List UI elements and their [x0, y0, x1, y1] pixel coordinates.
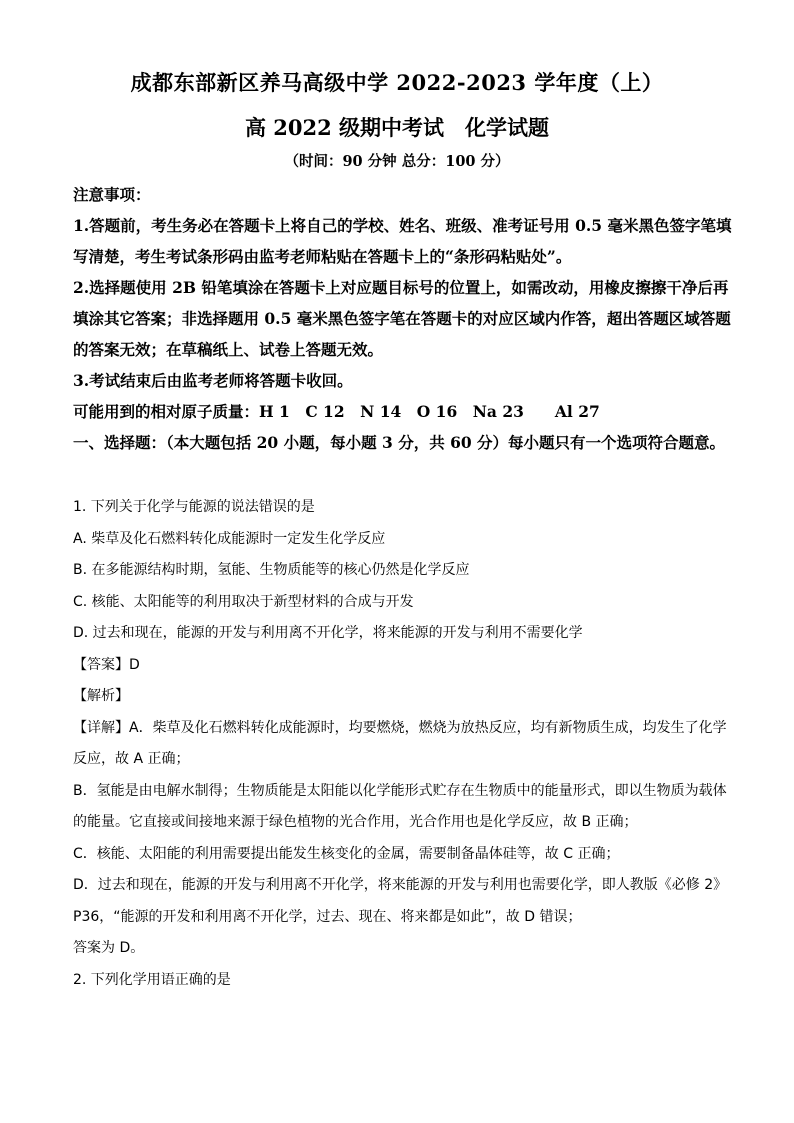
question-1-option-a: A. 柴草及化石燃料转化成能源时一定发生化学反应 — [73, 530, 386, 547]
question-1-analysis-tag: 【解析】 — [73, 688, 129, 704]
analysis-paragraph-a: 【详解】A．柴草及化石燃料转化成能源时，均要燃烧，燃烧为放热反应，均有新物质生成，均发生了化学反应，故 A 正确； — [73, 719, 727, 767]
exam-title-school: 成都东部新区养马高级中学 2022-2023 学年度（上） — [130, 70, 664, 95]
question-1-option-b: B. 在多能源结构时期，氢能、生物质能等的核心仍然是化学反应 — [73, 562, 470, 578]
analysis-paragraph-b: B．氢能是由电解水制得；生物质能是太阳能以化学能形式贮存在生物质中的能量形式，即以生物质为载体的能量。它直接或间接地来源于绿色植物的光合作用，光合作用也是化学反应，故 B 正确； — [73, 782, 727, 830]
question-content — [73, 492, 733, 996]
section-heading: 一、选择题：（本大题包括 20 小题，每小题 3 分，共 60 分）每小题只有一个选项符合题意。 — [73, 433, 726, 452]
exam-notes — [73, 179, 733, 458]
notes-item-2: 2.选择题使用 2B 铅笔填涂在答题卡上对应题目标号的位置上，如需改动，用橡皮擦擦干净后再填涂其它答案；非选择题用 0.5 毫米黑色签字笔在答题卡的对应区域内作答，超出答题区域答题的答案无效；在草稿纸上、试卷上答题无效。 — [73, 278, 731, 359]
question-2-stem: 2. 下列化学用语正确的是 — [73, 971, 231, 988]
notes-heading: 注意事项： — [73, 185, 151, 204]
atomic-masses: 可能用到的相对原子质量：H 1 C 12 N 14 O 16 Na 23 Al 27 — [73, 402, 600, 421]
question-1-analysis — [73, 713, 733, 965]
question-1-answer: 【答案】D — [73, 656, 140, 673]
exam-subtitle-time-score: （时间：90 分钟 总分：100 分） — [284, 153, 510, 170]
analysis-paragraph-c: C．核能、太阳能的利用需要提出能发生核变化的金属，需要制备晶体硅等，故 C 正确； — [73, 845, 620, 862]
exam-title-subject: 高 2022 级期中考试 化学试题 — [244, 115, 550, 140]
question-1-option-c: C. 核能、太阳能等的利用取决于新型材料的合成与开发 — [73, 593, 414, 610]
question-1-option-d: D. 过去和现在，能源的开发与利用离不开化学，将来能源的开发与利用不需要化学 — [73, 625, 583, 641]
analysis-conclusion: 答案为 D。 — [73, 940, 145, 956]
notes-item-1: 1.答题前，考生务必在答题卡上将自己的学校、姓名、班级、准考证号用 0.5 毫米黑色签字笔填写清楚，考生考试条形码由监考老师粘贴在答题卡上的“条形码粘贴处”。 — [73, 216, 732, 266]
notes-item-3: 3.考试结束后由监考老师将答题卡收回。 — [73, 371, 353, 390]
question-1-stem: 1. 下列关于化学与能源的说法错误的是 — [73, 499, 315, 515]
analysis-paragraph-d: D．过去和现在，能源的开发与利用离不开化学，将来能源的开发与利用也需要化学，即人教版《必修 2》P36，“能源的开发和利用离不开化学，过去、现在、将来都是如此”，故 D 错误； — [73, 877, 728, 925]
